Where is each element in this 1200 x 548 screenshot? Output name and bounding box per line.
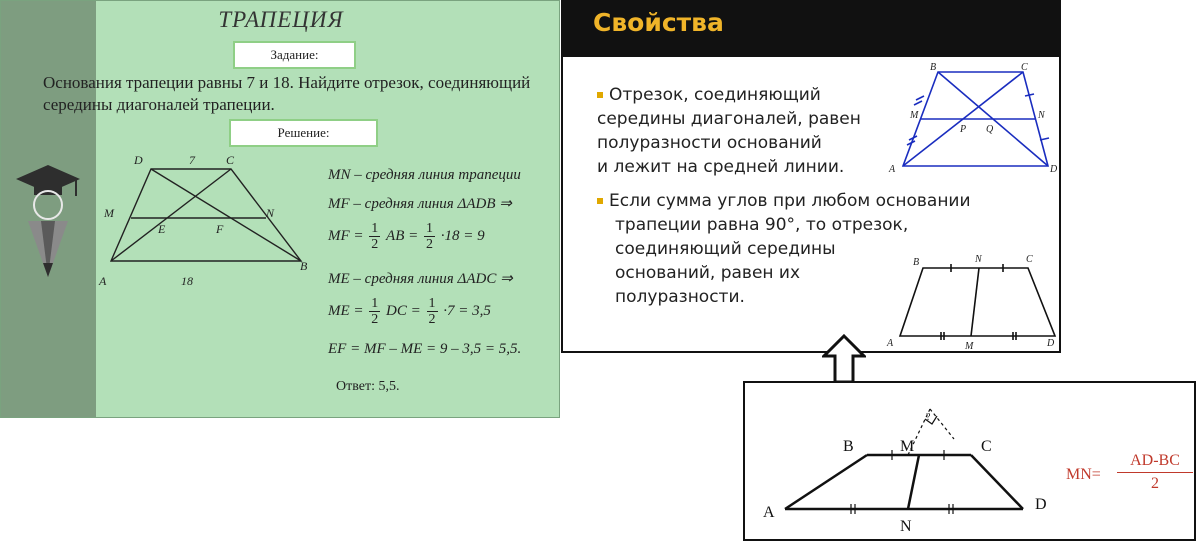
- slide-title: Свойства: [593, 8, 724, 37]
- formula-denominator: 2: [1151, 475, 1159, 492]
- label-p: P: [960, 124, 967, 135]
- bullet-2-line-5: полуразности.: [615, 287, 745, 307]
- bullet-icon: [597, 92, 603, 98]
- bullet-2-line-1: Если сумма углов при любом основании: [597, 190, 971, 212]
- bullet-1-line-2: середины диагоналей, равен: [597, 109, 861, 129]
- decorative-strip: [1, 1, 96, 418]
- formula-fraction: [1117, 452, 1193, 493]
- label-d: D: [1035, 496, 1047, 513]
- label-bottom-length: 18: [181, 274, 193, 288]
- label-b: B: [930, 62, 937, 73]
- label-m: M: [900, 438, 915, 455]
- label-b: B: [300, 259, 308, 273]
- task-text: Основания трапеции равны 7 и 18. Найдите отрезок, соединяющий середины диагоналей трапеции.: [43, 73, 531, 114]
- properties-slide: [561, 0, 1061, 353]
- label-f: F: [216, 222, 224, 236]
- left-slide: [0, 0, 560, 418]
- formula-lhs: MN=: [1066, 466, 1101, 483]
- label-m: M: [910, 110, 919, 121]
- bullet-1-line-4: и лежит на средней линии.: [597, 157, 845, 177]
- label-b: B: [913, 257, 920, 268]
- label-n: N: [1038, 110, 1045, 121]
- formula-line-3: MF = $\frac{1}{2}$ AB = $\frac{1}{2}$ ·18 = 9: [328, 221, 485, 252]
- formula-numerator: AD-BC: [1117, 452, 1193, 473]
- label-d: D: [1047, 338, 1055, 349]
- bullet-2-line-4: оснований, равен их: [615, 263, 801, 283]
- formula-panel: [743, 381, 1196, 541]
- bullet-icon: [597, 198, 603, 204]
- label-a: A: [763, 504, 775, 521]
- right-angle-trapezoid-diagram: [745, 383, 1065, 541]
- base-midpoints-diagram: [883, 250, 1061, 352]
- trapezoid-diagram: [96, 149, 321, 289]
- label-d: D: [1050, 164, 1058, 175]
- formula-line-2: MF – средняя линия ΔADB ⇒: [328, 196, 512, 212]
- label-m: M: [965, 341, 974, 352]
- bullet-1-line-1: Отрезок, соединяющий: [597, 84, 821, 106]
- label-n: N: [900, 518, 912, 535]
- graduation-pencil-icon: [1, 151, 96, 418]
- label-a: A: [889, 164, 896, 175]
- slide-header: [563, 2, 1061, 57]
- midsegment-diagram: [883, 60, 1061, 178]
- solution-label: Решение:: [229, 119, 378, 147]
- bullet-2-line-2: трапеции равна 90°, то отрезок,: [615, 215, 909, 235]
- label-c: C: [226, 153, 235, 167]
- label-e: E: [158, 222, 166, 236]
- label-m: M: [104, 206, 114, 220]
- formula-line-4: ME – средняя линия ΔADC ⇒: [328, 271, 513, 287]
- label-a: A: [99, 274, 107, 288]
- label-c: C: [981, 438, 992, 455]
- formula-line-6: EF = MF – ME = 9 – 3,5 = 5,5.: [328, 341, 522, 357]
- label-top-length: 7: [189, 153, 195, 167]
- formula-line-1: MN – средняя линия трапеции: [328, 167, 521, 183]
- bullet-2-line-3: соединяющий середины: [615, 239, 836, 259]
- slide-title: ТРАПЕЦИЯ: [218, 7, 344, 32]
- label-q: Q: [986, 124, 994, 135]
- answer: Ответ: 5,5.: [336, 379, 400, 394]
- task-label: Задание:: [233, 41, 356, 69]
- label-d: D: [134, 153, 143, 167]
- label-a: A: [887, 338, 894, 349]
- label-n: N: [266, 206, 275, 220]
- angle-label: ?: [926, 412, 931, 423]
- label-c: C: [1021, 62, 1028, 73]
- arrow-up-icon: [822, 334, 866, 384]
- formula-line-5: ME = $\frac{1}{2}$ DC = $\frac{1}{2}$ ·7 = 3,5: [328, 296, 491, 327]
- label-c: C: [1026, 254, 1033, 265]
- label-n: N: [975, 254, 982, 265]
- bullet-1-line-3: полуразности оснований: [597, 133, 822, 153]
- label-b: B: [843, 438, 854, 455]
